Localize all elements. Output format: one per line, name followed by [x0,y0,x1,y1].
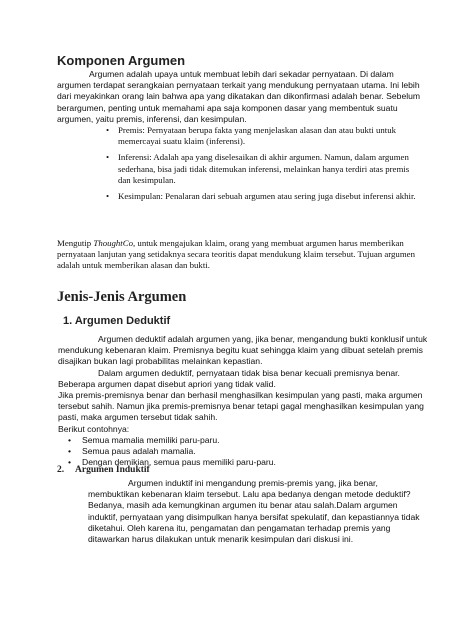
example-text: Dengan demikian, semua paus memiliki paru-paru. [82,457,276,468]
heading-number: 2. [57,465,65,475]
section-title-jenis: Jenis-Jenis Argumen [57,289,187,305]
source-name: ThoughtCo [93,238,134,248]
example-item [68,446,428,457]
list-item-text: Inferensi: Adalah apa yang diselesaikan di akhir argumen. Namun, dalam argumen sederhana, bisa jadi tidak ditemukan inferensi, melainkan hanya terdiri atas premis dan kesimpulan. [118,152,410,185]
induktif-body [88,478,428,545]
bullet-icon: • [68,457,72,468]
induktif-paragraph: Argumen induktif ini mengandung premis-premis yang, jika benar, membuktikan kebenaran klaim tersebut. Lalu apa bedanya dengan metode deduktif? Bedanya, masih ada kemungkinan argumen itu benar atau salah.Dalam argumen induktif, pernyataan yang disimpulkan hanya bersifat spekulatif, dan kepastiannya tidak diketahui. Oleh karena itu, pengamatan dan pengamatan terhadap premis yang ditawarkan harus dilakukan untuk menarik kesimpulan dari diskusi ini. [88,478,420,545]
closing-pre: Mengutip [57,238,94,248]
example-item [68,435,428,446]
bullet-icon: • [106,152,110,163]
example-list [58,435,428,469]
list-item-text: Premis: Pernyataan berupa fakta yang menjelaskan alasan dan atau bukti untuk memercayai suatu klaim (inferensi). [118,125,396,147]
closing-paragraph [57,238,422,272]
bullet-icon: • [106,125,110,135]
example-text: Semua mamalia memiliki paru-paru. [82,434,220,445]
list-item-inferensi [106,152,418,186]
heading-deduktif: 1. Argumen Deduktif [63,315,171,327]
component-list [106,125,418,207]
deduktif-paragraph-3: Jika premis-premisnya benar dan berhasil menghasilkan kesimpulan yang pasti, maka argumen tersebut sahih. Namun jika premis-premisnya benar tetapi gagal menghasilkan kesimpulan yang pasti, maka argumen tersebut tidak sahih. [58,390,424,423]
list-item-text: Kesimpulan: Penalaran dari sebuah argumen atau sering juga disebut inferensi akhir. [118,191,416,202]
list-item-kesimpulan [106,191,418,202]
heading-text: Argumen Induktif [75,465,150,475]
bullet-icon: • [106,191,110,202]
deduktif-body [58,334,428,468]
deduktif-paragraph-2: Dalam argumen deduktif, pernyataan tidak bisa benar kecuali premisnya benar. Beberapa argumen dapat disebut apriori yang tidak valid. [58,367,400,389]
bullet-icon: • [68,434,72,445]
list-item-premis [106,125,418,147]
closing-post: , untuk mengajukan klaim, orang yang membuat argumen harus memberikan pernyataan lanjutan yang setidaknya secara teoritis dapat mendukung klaim tersebut. Tujuan argumen adalah untuk memberikan alasan dan bukti. [57,238,415,271]
intro-text: Argumen adalah upaya untuk membuat lebih dari sekadar pernyataan. Di dalam argumen terdapat serangkaian pernyataan terkait yang mendukung pernyataan utama. Ini lebih dari meyakinkan orang lain bahwa apa yang dikatakan dan dikonfirmasi adalah benar. Sebelum berargumen, penting untuk memahami apa saja komponen dasar yang membentuk suatu argumen, yaitu premis, inferensi, dan kesimpulan. [57,69,421,124]
bullet-icon: • [68,446,72,457]
heading-induktif [57,465,150,475]
section-title-komponen: Komponen Argumen [57,53,186,68]
example-text: Semua paus adalah mamalia. [82,446,196,457]
example-label: Berikut contohnya: [58,423,130,434]
deduktif-paragraph-1: Argumen deduktif adalah argumen yang, jika benar, mengandung bukti konklusif untuk mendukung kebenaran klaim. Premisnya begitu kuat sehingga klaim yang dibuat setelah premis disajikan bukan lagi probabilitas melainkan kepastian. [58,334,428,367]
intro-paragraph [57,69,422,125]
